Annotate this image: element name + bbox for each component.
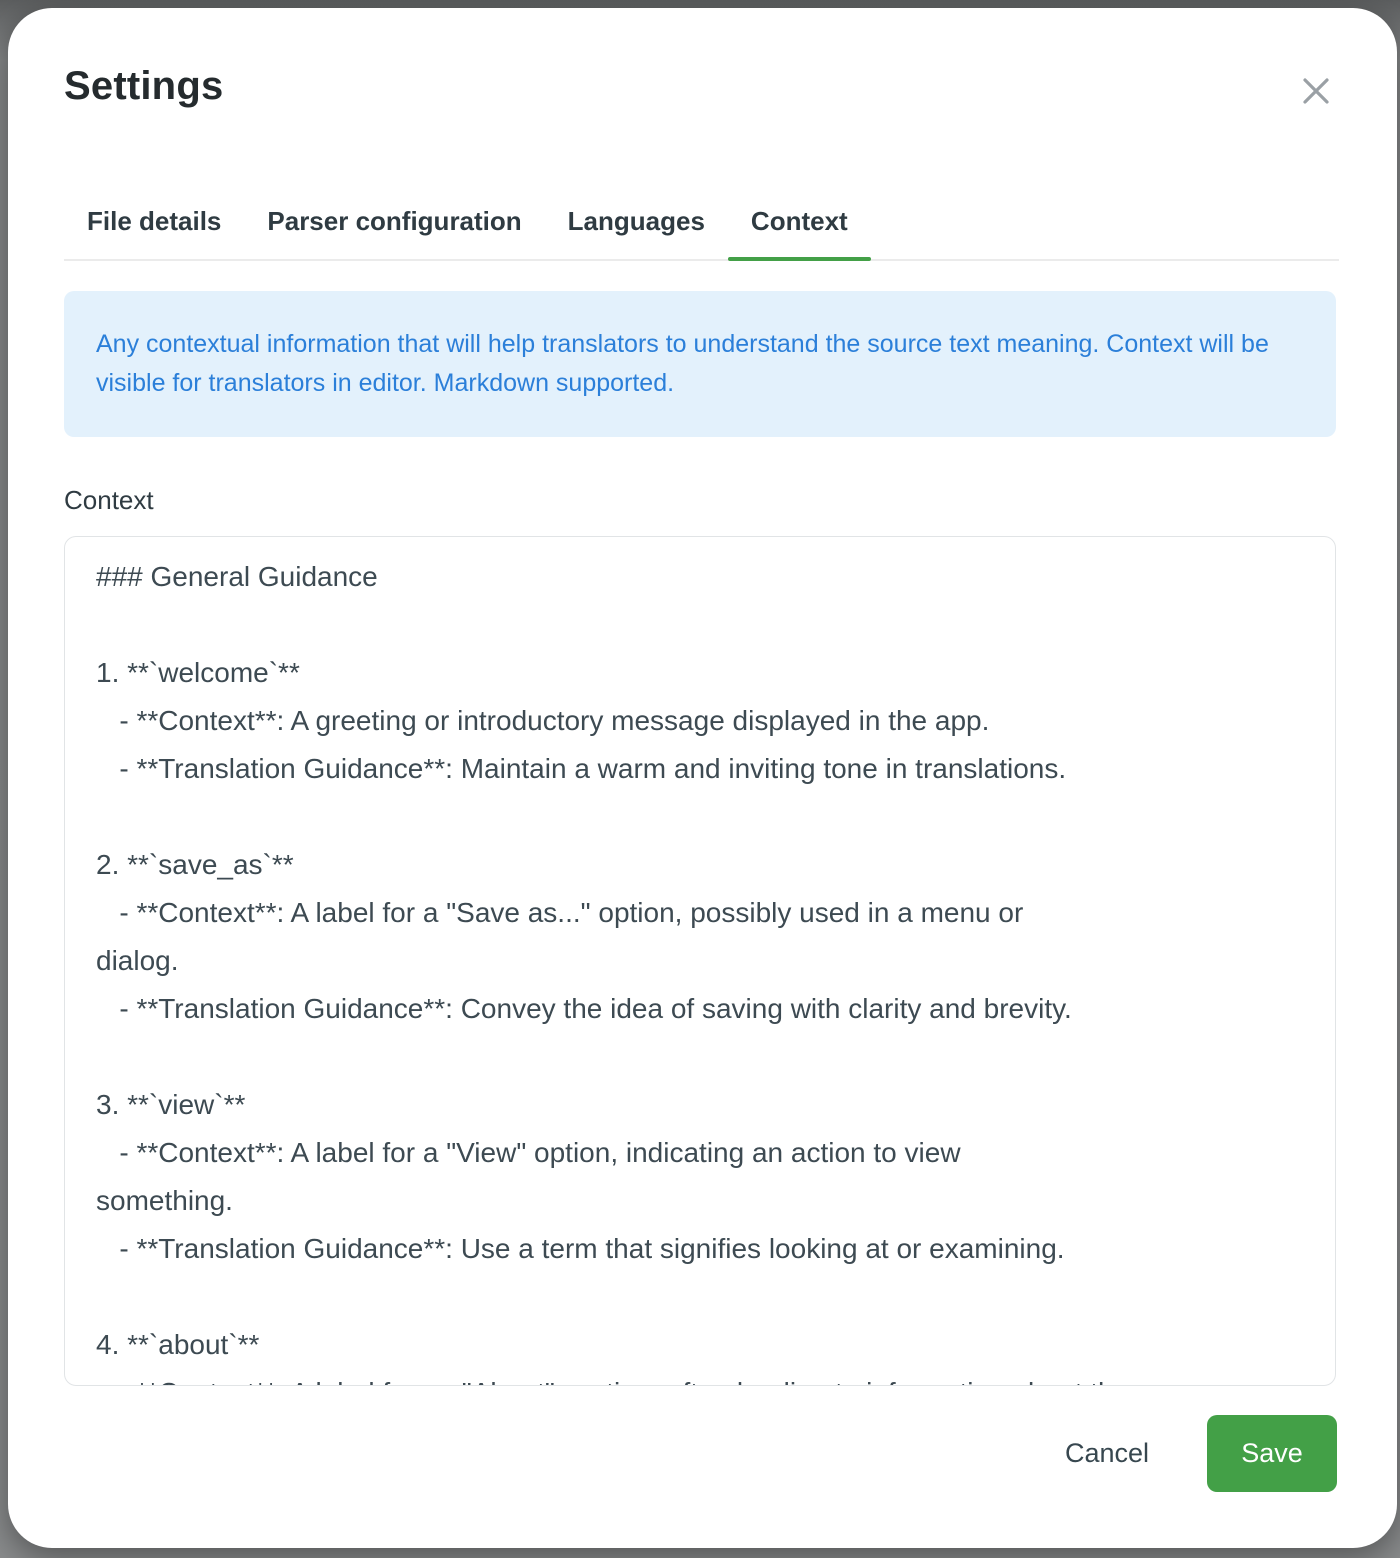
tab-file-details[interactable]: File details	[87, 206, 222, 236]
settings-dialog	[8, 8, 1397, 1548]
dialog-header	[64, 64, 1339, 114]
context-textarea[interactable]	[64, 536, 1336, 1386]
cancel-button[interactable]: Cancel	[1061, 1428, 1153, 1479]
context-field-label: Context	[64, 485, 154, 515]
save-button[interactable]: Save	[1207, 1415, 1337, 1492]
tab-languages[interactable]: Languages	[567, 206, 705, 236]
close-icon	[1299, 96, 1333, 111]
tab-context[interactable]: Context	[728, 206, 871, 259]
page-title: Settings	[64, 64, 224, 108]
dialog-footer	[64, 1415, 1339, 1492]
tab-bar	[64, 206, 1339, 261]
tab-parser-configuration[interactable]: Parser configuration	[267, 206, 522, 236]
close-button[interactable]	[1293, 68, 1339, 114]
context-info-banner: Any contextual information that will help translators to understand the source text meaning. Context will be visible for translators in editor. Markdown supported.	[64, 291, 1336, 437]
